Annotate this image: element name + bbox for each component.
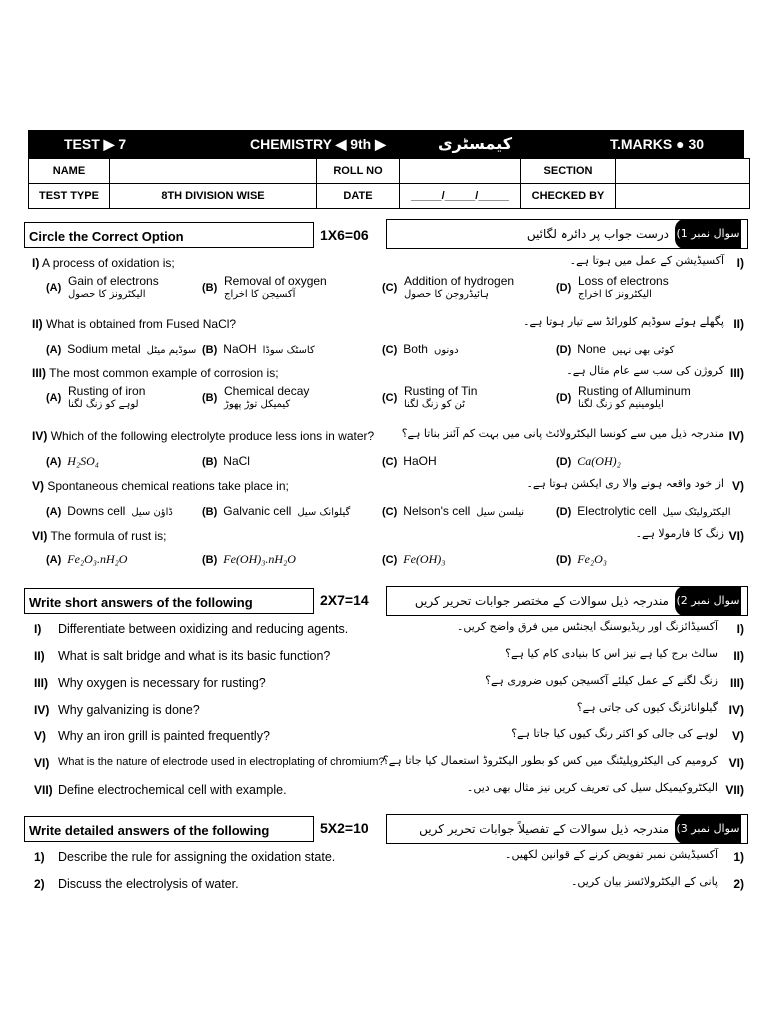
option-text: Removal of oxygen	[224, 274, 327, 288]
option-key: (B)	[202, 344, 218, 356]
option-text: Fe(OH)₃	[403, 552, 446, 566]
question-prompt: The formula of rust is;	[50, 529, 167, 543]
option-key: (C)	[382, 282, 398, 294]
option-text-urdu: نیلسن سیل	[476, 507, 525, 518]
section-label: SECTION	[521, 159, 616, 184]
option-text: HaOH	[403, 454, 437, 468]
option-text: Rusting of iron	[68, 384, 146, 398]
option	[382, 552, 445, 567]
option	[224, 384, 309, 412]
option	[556, 454, 621, 469]
question-text	[32, 256, 175, 270]
question-number: V)	[34, 729, 46, 743]
option-text: Nelson's cell	[403, 504, 471, 518]
option-key: (C)	[382, 344, 398, 356]
option-key: (D)	[556, 506, 572, 518]
question-urdu: زنگ لگنے کے عمل کیلئے آکسیجن کیوں ضروری ہے؟	[485, 674, 718, 687]
question-text: What is salt bridge and what is its basic function?	[58, 649, 331, 663]
option	[556, 552, 607, 567]
option-text: Sodium metal	[67, 342, 141, 356]
option-key: (B)	[202, 506, 218, 518]
option-text-urdu: الیکٹرونز کا حصول	[68, 289, 146, 300]
question-prompt: What is obtained from Fused NaCl?	[46, 317, 237, 331]
option-text-urdu: کوئی بھی نہیں	[611, 345, 675, 356]
option-text: Gain of electrons	[68, 274, 159, 288]
option-text: Electrolytic cell	[577, 504, 657, 518]
option	[68, 274, 159, 302]
question-number: II)	[32, 317, 43, 331]
question-urdu: الیکٹروکیمیکل سیل کی تعریف کریں نیز مثال بھی دیں۔	[466, 781, 718, 794]
option-text-urdu: الیکٹرونز کا اخراج	[578, 289, 652, 300]
question-number-urdu: III)	[730, 676, 744, 690]
checked-by-label: CHECKED BY	[521, 184, 616, 209]
question-text	[32, 479, 289, 493]
total-marks: T.MARKS ● 30	[610, 136, 705, 152]
subject-title-urdu: کیمسٹری	[438, 134, 512, 153]
option-text-urdu: ہائیڈروجن کا حصول	[404, 289, 489, 300]
option-text-urdu: ڈاؤن سیل	[131, 507, 173, 518]
option-key: (D)	[556, 282, 572, 294]
question-number: V)	[32, 479, 44, 493]
name-field[interactable]	[110, 159, 317, 184]
option-key: (A)	[46, 456, 62, 468]
question-number-urdu: V)	[732, 479, 744, 493]
question-prompt: The most common example of corrosion is;	[49, 366, 279, 380]
question-number: II)	[34, 649, 45, 663]
test-type-label: TEST TYPE	[29, 184, 110, 209]
section-1-title: Circle the Correct Option	[24, 222, 314, 248]
option-text: Fe₂O₃.nH₂O	[67, 552, 128, 566]
question-text	[32, 529, 167, 543]
question-text	[32, 317, 236, 331]
option-key: (A)	[46, 506, 62, 518]
question-urdu: کروژن کی سب سے عام مثال ہے۔	[566, 364, 724, 377]
option	[382, 454, 437, 468]
checked-by-field[interactable]	[616, 184, 750, 209]
name-label: NAME	[29, 159, 110, 184]
question-urdu: آکسیڈیشن نمبر تفویض کرنے کے قوانین لکھیں۔	[505, 848, 718, 861]
question-prompt: A process of oxidation is;	[42, 256, 175, 270]
question-urdu: آکسیڈائزنگ اور ریڈیوسنگ ایجنٹس میں فرق واضح کریں۔	[456, 620, 718, 633]
option-key: (D)	[556, 392, 572, 404]
option-key: (D)	[556, 344, 572, 356]
question-urdu: آکسیڈیشن کے عمل میں ہوتا ہے۔	[569, 254, 724, 267]
question-number: I)	[32, 256, 40, 270]
section-3-title: Write detailed answers of the following	[24, 816, 314, 842]
option	[202, 454, 250, 468]
question-number: IV)	[32, 429, 48, 443]
question-urdu: کرومیم کی الیکٹروپلیٹنگ میں کس کو بطور الیکٹروڈ استعمال کیا جاتا ہے؟	[382, 754, 718, 767]
question-number: III)	[34, 676, 48, 690]
option	[382, 504, 524, 518]
question-urdu: گیلوانائزنگ کیوں کی جاتی ہے؟	[576, 701, 718, 714]
option-text-urdu: دونوں	[433, 345, 459, 356]
option-text: Downs cell	[67, 504, 126, 518]
option-key: (A)	[46, 392, 62, 404]
option-text: Both	[403, 342, 428, 356]
question-number-urdu: III)	[730, 366, 744, 380]
option-text-urdu: آکسیجن کا اخراج	[224, 289, 296, 300]
option-key: (D)	[556, 456, 572, 468]
question-text: Discuss the electrolysis of water.	[58, 877, 239, 891]
question-urdu: زنگ کا فارمولا ہے۔	[635, 527, 724, 540]
option	[202, 552, 296, 567]
option-text: Chemical decay	[224, 384, 310, 398]
option-text: Ca(OH)₂	[577, 454, 621, 468]
question-urdu: لوہے کی جالی کو اکثر رنگ کیوں کیا جاتا ہے؟	[511, 727, 718, 740]
roll-no-field[interactable]	[400, 159, 521, 184]
option-text-urdu: سوڈیم میٹل	[146, 345, 197, 356]
section-3-marks: 5X2=10	[320, 820, 369, 836]
question-urdu: پگھلے ہوئے سوڈیم کلورائڈ سے تیار ہوتا ہے۔	[523, 315, 724, 328]
option-key: (B)	[202, 456, 218, 468]
question-number-urdu: I)	[736, 622, 744, 636]
option-text-urdu: کاسٹک سوڈا	[262, 345, 315, 356]
option-key: (A)	[46, 554, 62, 566]
option-text: Rusting of Alluminum	[578, 384, 691, 398]
section-1-title-urdu	[386, 219, 748, 249]
option	[556, 342, 674, 356]
option-text-urdu: گیلوانک سیل	[297, 507, 351, 518]
question-text	[32, 429, 374, 443]
option-text-urdu: ٹن کو زنگ لگنا	[404, 399, 466, 410]
section-1-badge: سوال نمبر 1)	[675, 219, 741, 249]
question-number-urdu: IV)	[728, 429, 744, 443]
question-number: IV)	[34, 703, 50, 717]
section-1-marks: 1X6=06	[320, 227, 369, 243]
option-key: (C)	[382, 554, 398, 566]
roll-no-label: ROLL NO	[317, 159, 400, 184]
test-number: TEST ▶ 7	[64, 136, 127, 152]
option	[202, 504, 350, 518]
question-number: 1)	[34, 850, 45, 864]
question-number: I)	[34, 622, 42, 636]
section-2-title-urdu	[386, 586, 748, 616]
option	[68, 384, 145, 412]
option	[46, 342, 196, 356]
option-key: (C)	[382, 392, 398, 404]
section-1-title-urdu-text: درست جواب پر دائرہ لگائیں	[526, 227, 669, 241]
option	[404, 384, 477, 412]
option-text-urdu: الیکٹرولیٹک سیل	[662, 507, 731, 518]
question-number-urdu: V)	[732, 729, 744, 743]
section-2-title-urdu-text: مندرجہ ذیل سوالات کے مختصر جوابات تحریر کریں	[414, 594, 669, 608]
section-2-marks: 2X7=14	[320, 592, 369, 608]
option	[46, 504, 173, 518]
option-text: Galvanic cell	[223, 504, 292, 518]
option-key: (A)	[46, 282, 62, 294]
question-number-urdu: 1)	[733, 850, 744, 864]
question-number-urdu: IV)	[728, 703, 744, 717]
question-urdu: سالٹ برج کیا ہے نیز اس کا بنیادی کام کیا ہے؟	[505, 647, 718, 660]
question-number-urdu: 2)	[733, 877, 744, 891]
question-text: Define electrochemical cell with example.	[58, 783, 287, 797]
option-text: H₂SO₄	[67, 454, 99, 468]
section-3-title-urdu	[386, 814, 748, 844]
question-number: III)	[32, 366, 46, 380]
section-3-title-urdu-text: مندرجہ ذیل سوالات کے تفصیلاً جوابات تحریر کریں	[419, 822, 669, 836]
question-prompt: Which of the following electrolyte produce less ions in water?	[50, 429, 375, 443]
question-urdu: از خود واقعہ ہونے والا ری ایکشن ہوتا ہے۔	[526, 477, 724, 490]
option	[578, 274, 669, 302]
option-text: None	[577, 342, 606, 356]
section-2-title: Write short answers of the following	[24, 588, 314, 614]
question-text: What is the nature of electrode used in electroplating of chromium?	[58, 756, 385, 768]
question-number-urdu: VII)	[725, 783, 744, 797]
date-label: DATE	[317, 184, 400, 209]
option-text: Fe(OH)₃.nH₂O	[223, 552, 296, 566]
option-text: Loss of electrons	[578, 274, 669, 288]
question-number: 2)	[34, 877, 45, 891]
question-number-urdu: II)	[733, 317, 744, 331]
option-text-urdu: لوہے کو زنگ لگنا	[68, 399, 139, 410]
question-number-urdu: VI)	[728, 529, 744, 543]
option-text: NaCl	[223, 454, 250, 468]
option	[46, 454, 99, 469]
option-key: (D)	[556, 554, 572, 566]
option-text: NaOH	[223, 342, 257, 356]
question-number-urdu: I)	[736, 256, 744, 270]
option-text: Fe₂O₃	[577, 552, 607, 566]
section-3-badge: سوال نمبر 3)	[675, 814, 741, 844]
question-text: Why oxygen is necessary for rusting?	[58, 676, 266, 690]
option-key: (A)	[46, 344, 62, 356]
option-key: (C)	[382, 456, 398, 468]
question-number-urdu: VI)	[728, 756, 744, 770]
question-urdu: پانی کے الیکٹرولائسز بیان کریں۔	[570, 875, 718, 888]
option-text: Addition of hydrogen	[404, 274, 515, 288]
section-field[interactable]	[616, 159, 750, 184]
option	[578, 384, 691, 412]
question-text: Why galvanizing is done?	[58, 703, 200, 717]
question-text: Why an iron grill is painted frequently?	[58, 729, 270, 743]
question-number: VI)	[34, 756, 50, 770]
question-number-urdu: II)	[733, 649, 744, 663]
option-key: (B)	[202, 282, 218, 294]
test-header-bar	[28, 130, 744, 158]
option	[46, 552, 127, 567]
question-number: VI)	[32, 529, 48, 543]
option-key: (C)	[382, 506, 398, 518]
question-text: Differentiate between oxidizing and reducing agents.	[58, 622, 349, 636]
question-prompt: Spontaneous chemical reations take place in;	[47, 479, 289, 493]
test-type-value: 8TH DIVISION WISE	[110, 184, 317, 209]
option-text-urdu: کیمیکل توڑ پھوڑ	[224, 399, 291, 410]
question-urdu: مندرجہ ذیل میں سے کونسا الیکٹرولائٹ پانی میں بہت کم آئنز بناتا ہے؟	[401, 427, 724, 440]
option	[224, 274, 327, 302]
question-number: VII)	[34, 783, 53, 797]
option	[404, 274, 514, 302]
option-text-urdu: ایلومینیم کو زنگ لگنا	[578, 399, 664, 410]
option-key: (B)	[202, 554, 218, 566]
subject-title: CHEMISTRY ◀ 9th ▶	[250, 136, 386, 152]
option	[202, 342, 315, 356]
option	[382, 342, 459, 356]
section-2-badge: سوال نمبر 2)	[675, 586, 741, 616]
option	[556, 504, 731, 518]
option-key: (B)	[202, 392, 218, 404]
option-text: Rusting of Tin	[404, 384, 478, 398]
question-text: Describe the rule for assigning the oxidation state.	[58, 850, 336, 864]
date-field[interactable]: _____/_____/_____	[400, 184, 521, 209]
question-text	[32, 366, 279, 380]
student-info-table	[28, 158, 750, 209]
